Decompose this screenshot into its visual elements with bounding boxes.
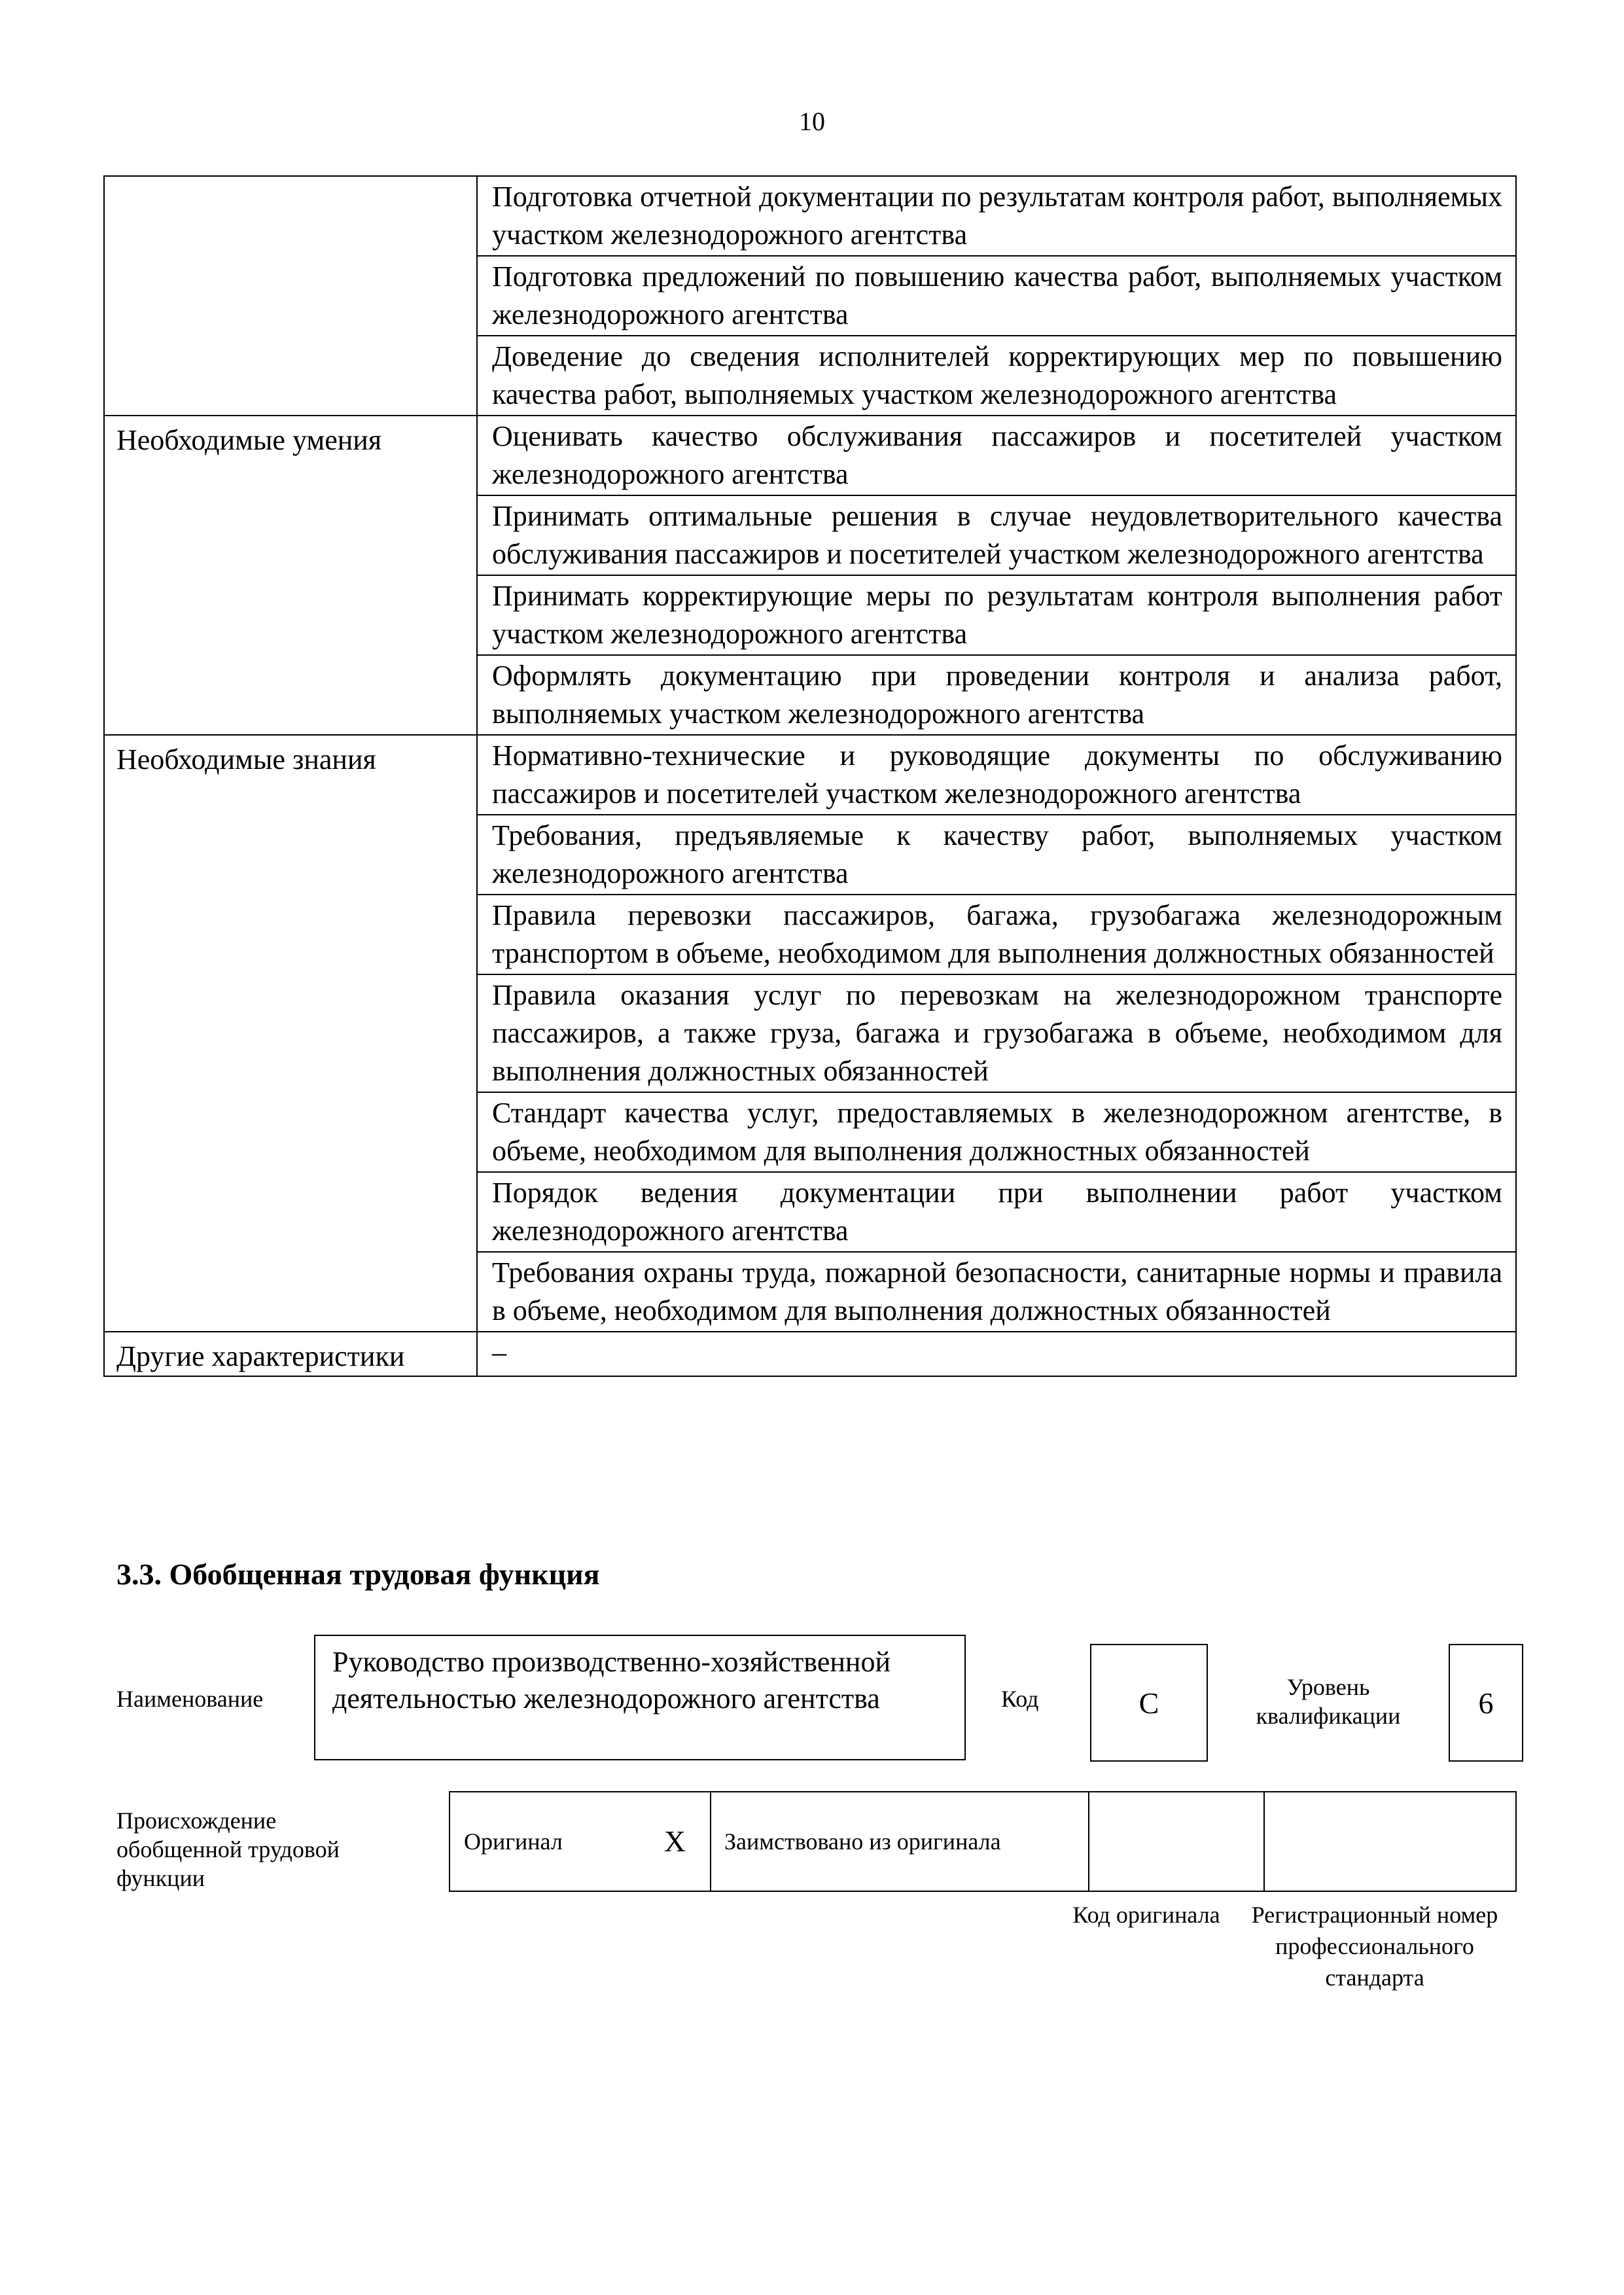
table-row bbox=[104, 176, 1516, 256]
row-item: Нормативно-технические и руководящие документы по обслуживанию пассажиров и посетителей участком железнодорожного агентства bbox=[477, 735, 1516, 815]
origin-table bbox=[449, 1791, 1517, 1892]
row-item: Доведение до сведения исполнителей корректирующих мер по повышению качества работ, выполняемых участком железнодорожного агентства bbox=[477, 336, 1516, 416]
origin-label: Происхождение обобщенной трудовой функции bbox=[116, 1807, 340, 1891]
row-item: Принимать корректирующие меры по результатам контроля выполнения работ участком железнодорожного агентства bbox=[477, 575, 1516, 655]
level-label: Уровень квалификации bbox=[1256, 1674, 1401, 1729]
page-number: 10 bbox=[799, 107, 825, 136]
row-label: Необходимые умения bbox=[104, 416, 477, 735]
table-row bbox=[104, 1332, 1516, 1376]
level-value: 6 bbox=[1478, 1686, 1494, 1720]
code-value: С bbox=[1139, 1686, 1159, 1720]
borrowed-cell bbox=[711, 1792, 1089, 1891]
row-item: – bbox=[477, 1332, 1516, 1376]
table-row bbox=[104, 416, 1516, 495]
name-label: Наименование bbox=[116, 1686, 264, 1712]
row-item: Требования, предъявляемые к качеству работ, выполняемых участком железнодорожного агентства bbox=[477, 815, 1516, 895]
row-item: Порядок ведения документации при выполнении работ участком железнодорожного агентства bbox=[477, 1172, 1516, 1252]
name-value-box bbox=[314, 1635, 966, 1760]
row-item: Принимать оптимальные решения в случае неудовлетворительного качества обслуживания пассажиров и посетителей участком железнодорожного агентства bbox=[477, 495, 1516, 575]
original-mark: Х bbox=[663, 1824, 686, 1858]
code-box bbox=[1090, 1644, 1208, 1762]
reg-number-caption: Регистрационный номер профессионального стандарта bbox=[1251, 1902, 1498, 1991]
row-item: Оформлять документацию при проведении контроля и анализа работ, выполняемых участком железнодорожного агентства bbox=[477, 655, 1516, 735]
row-item: Подготовка предложений по повышению качества работ, выполняемых участком железнодорожного агентства bbox=[477, 256, 1516, 336]
row-item: Стандарт качества услуг, предоставляемых в железнодорожном агентстве, в объеме, необходимом для выполнения должностных обязанностей bbox=[477, 1092, 1516, 1172]
code-label: Код bbox=[1001, 1686, 1039, 1712]
reg-number-cell bbox=[1264, 1792, 1516, 1891]
requirements-table bbox=[103, 175, 1517, 1377]
code-original-caption: Код оригинала bbox=[1072, 1902, 1220, 1928]
original-cell bbox=[450, 1792, 711, 1891]
row-item: Подготовка отчетной документации по результатам контроля работ, выполняемых участком железнодорожного агентства bbox=[477, 176, 1516, 256]
original-label: Оригинал bbox=[464, 1828, 563, 1855]
name-value: Руководство производственно-хозяйственной деятельностью железнодорожного агентства bbox=[332, 1646, 891, 1715]
table-row bbox=[104, 735, 1516, 815]
row-item: Правила оказания услуг по перевозкам на железнодорожном транспорте пассажиров, а также груза, багажа и грузобагажа в объеме, необходимом для выполнения должностных обязанностей bbox=[477, 974, 1516, 1092]
row-item: Оценивать качество обслуживания пассажиров и посетителей участком железнодорожного агентства bbox=[477, 416, 1516, 495]
row-label bbox=[104, 176, 477, 416]
row-item: Требования охраны труда, пожарной безопасности, санитарные нормы и правила в объеме, необходимом для выполнения должностных обязанностей bbox=[477, 1252, 1516, 1332]
row-item: Правила перевозки пассажиров, багажа, грузобагажа железнодорожным транспортом в объеме, необходимом для выполнения должностных обязанностей bbox=[477, 895, 1516, 974]
level-box bbox=[1449, 1644, 1523, 1762]
row-label: Другие характеристики bbox=[104, 1332, 477, 1376]
borrowed-label: Заимствовано из оригинала bbox=[724, 1828, 1001, 1855]
section-title: 3.3. Обобщенная трудовая функция bbox=[116, 1557, 600, 1591]
original-code-cell bbox=[1089, 1792, 1264, 1891]
row-label: Необходимые знания bbox=[104, 735, 477, 1332]
